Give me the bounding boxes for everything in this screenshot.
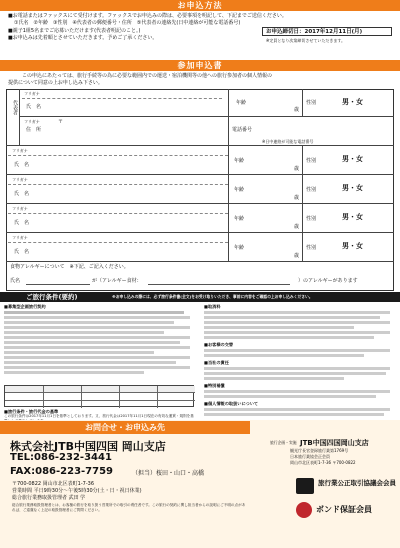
participant-furigana-divider [8, 213, 228, 214]
participant-name-label: 氏 名 [14, 220, 30, 226]
conditions-header-note: ※お申し込みの際には、必ず旅行条件書(全文)をお受け取りいただき、事前に内容をご確認の上お申し込みください。 [112, 294, 313, 299]
participant-age-divider [228, 204, 229, 233]
apply-method-line4: ■お申込みは先着順とさせていただきます。予めご了承ください。 [8, 35, 158, 41]
apply-method-line2: ①氏名 ②年齢 ③性別 ④代表者の郵便番号・住所 ⑤代表者の連絡先(日中連絡が可能な電話番号) [14, 20, 241, 26]
conditions-right-title: ■取消料 [204, 304, 221, 309]
planner-label: 旅行企画・実施 [270, 440, 297, 445]
allergy-name-field[interactable] [26, 284, 90, 285]
participant-row [6, 175, 394, 204]
form-intro-1: この申込にあたっては、旅行手続等の為に必要な範囲内での運送・宿泊機関等の他への旅行参加者の個人情報の [22, 73, 273, 79]
participant-name-label: 氏 名 [14, 162, 30, 168]
table-note-2: この旅行条件は2017年11月1日を基準としております。又、旅行代金は2017年11月1日現在の有効な運賃・規則を基 [4, 414, 194, 418]
rep-address-furigana: フリガナ [24, 119, 40, 124]
form-header: 参加申込書 [0, 60, 400, 71]
rep-age-unit: 歳 [294, 107, 300, 113]
bond-badge [296, 500, 396, 520]
participant-row [6, 146, 394, 175]
participant-age-unit: 歳 [294, 224, 300, 230]
participant-furigana-divider [8, 155, 228, 156]
allergy-food-field[interactable] [148, 284, 290, 285]
participant-sex-label: 性別 [306, 245, 317, 251]
table-note: ■旅行条件・旅行代金の基準 [4, 409, 59, 414]
right-sub-4-text [204, 408, 396, 418]
contact-fax[interactable]: FAX:086-223-7759 [10, 466, 114, 477]
contact-address: 〒700-0822 岡山市北区表町1-7-36 [12, 481, 94, 487]
participant-age-divider [228, 233, 229, 262]
deadline-note: ※定員となり次第締切させていただきます。 [266, 38, 346, 43]
rep-phone-divider [228, 117, 229, 145]
rep-furigana-divider [22, 98, 222, 99]
rep-sex-divider [302, 89, 303, 117]
participant-age-unit: 歳 [294, 195, 300, 201]
contact-manager: 総合旅行業務取扱管理者 武田 学 [12, 495, 86, 501]
rep-furigana: フリガナ [24, 91, 40, 96]
participant-sex-label: 性別 [306, 216, 317, 222]
conditions-header: ご旅行条件(要約) [26, 293, 78, 301]
participant-furigana-divider [8, 242, 228, 243]
contact-hours: 営業時間 平日9時30分～午後5時30分(土・日・祝日休業) [12, 488, 142, 494]
participant-furigana-divider [8, 184, 228, 185]
fair-trade-text: 旅行業公正取引協議会会員 [318, 479, 396, 487]
participant-furigana: フリガナ [12, 148, 28, 153]
conditions-right-text [204, 311, 396, 341]
participant-sex-options[interactable]: 男・女 [342, 155, 363, 163]
rep-sex-label: 性別 [306, 100, 317, 106]
rep-name-row [20, 89, 394, 117]
allergy-food-label: が（アレルギー食材： [92, 278, 142, 284]
participant-sex-divider [302, 175, 303, 204]
participant-age-unit: 歳 [294, 253, 300, 259]
apply-method-header: お申込方法 [0, 0, 400, 11]
contact-company: 株式会社JTB中国四国 岡山支店 [10, 440, 166, 453]
rep-phone-note: ※日中連絡が可能な電話番号 [262, 139, 314, 144]
right-sub-3: ■特別補償 [204, 383, 225, 388]
contact-tel[interactable]: TEL:086-232-3441 [10, 452, 112, 463]
participant-sex-divider [302, 204, 303, 233]
rep-phone-label: 電話番号 [232, 127, 253, 133]
participant-furigana: フリガナ [12, 206, 28, 211]
allergy-suffix: ）のアレルギーがあります [298, 278, 358, 284]
participant-age-label: 年齢 [234, 158, 245, 164]
rep-postal-mark: 〒 [58, 119, 64, 125]
participant-age-divider [228, 175, 229, 204]
participant-sex-label: 性別 [306, 187, 317, 193]
participant-age-divider [228, 146, 229, 175]
rep-age-divider [228, 89, 229, 117]
participant-age-label: 年齢 [234, 245, 245, 251]
planner-name: JTB中国四国岡山支店 [300, 439, 369, 447]
contact-fax-note: （担当）桜田・山口・高橋 [132, 470, 205, 477]
planner-reg-1: 観光庁長官登録旅行業第1769号 [290, 448, 349, 453]
contact-note: 総合旅行業務取扱管理者とは、お客様の旅行を取り扱う営業所での取引の責任者です。この旅行の契約に関し担当者からの説明にご不明の点があれば、ご遠慮なく上記の取扱管理者にご質問ください。 [12, 503, 246, 512]
participant-sex-options[interactable]: 男・女 [342, 213, 363, 221]
right-sub-1-text [204, 349, 396, 359]
right-sub-2-text [204, 367, 396, 382]
participant-age-label: 年齢 [234, 187, 245, 193]
participant-row [6, 204, 394, 233]
right-sub-4: ■個人情報の取扱いについて [204, 401, 259, 406]
participant-name-label: 氏 名 [14, 191, 30, 197]
bond-text: ボンド保証会員 [316, 505, 372, 514]
planner-reg-3: 岡山市北区表町1-7-36 〒700-0822 [290, 460, 356, 465]
rep-name-label: 氏 名 [26, 104, 42, 110]
participant-furigana: フリガナ [12, 177, 28, 182]
rep-sex-options[interactable]: 男・女 [342, 98, 363, 106]
rep-age-label: 年齢 [236, 100, 247, 106]
form-intro-2: 提供について同意の上お申し込み下さい。 [8, 80, 103, 86]
fair-trade-logo-icon [296, 478, 314, 494]
participant-sex-options[interactable]: 男・女 [342, 242, 363, 250]
right-sub-2: ■当社の責任 [204, 360, 229, 365]
participant-sex-label: 性別 [306, 158, 317, 164]
participant-age-unit: 歳 [294, 166, 300, 172]
representative-cell [6, 89, 20, 145]
conditions-left-text [4, 311, 194, 385]
participant-sex-divider [302, 146, 303, 175]
apply-method-line3: ■親子1組5名までご応募いただけます(代表者明記のこと。) [8, 28, 141, 34]
participant-row [6, 233, 394, 262]
rep-address-label: 住 所 [26, 127, 42, 133]
apply-method-line1: ■お電話またはファックスにて受付けます。ファックスでお申込みの際は、必要事項を明記して、下記までご送信ください。 [8, 13, 287, 19]
participant-sex-options[interactable]: 男・女 [342, 184, 363, 192]
participant-furigana: フリガナ [12, 235, 28, 240]
participant-name-label: 氏 名 [14, 249, 30, 255]
participant-sex-divider [302, 233, 303, 262]
conditions-left-title: ■募集型企画旅行契約 [4, 304, 46, 309]
deadline-box: お申込締切日：2017年12月11日(月) [262, 27, 392, 36]
contact-header: お問合せ・お申込み先 [0, 421, 250, 434]
representative-label: 代表者 [12, 100, 18, 115]
bond-logo-icon [296, 502, 312, 518]
cancellation-table [4, 385, 194, 407]
planner-reg-2: 日本旅行業協会正会員 [290, 454, 330, 459]
right-sub-3-text [204, 390, 396, 400]
allergy-text: 食物アレルギーについて ※下記、ご記入ください。 [10, 264, 129, 270]
right-sub-1: ■お客様の交替 [204, 342, 234, 347]
participant-age-label: 年齢 [234, 216, 245, 222]
allergy-name-mark: 氏名 [10, 278, 21, 284]
